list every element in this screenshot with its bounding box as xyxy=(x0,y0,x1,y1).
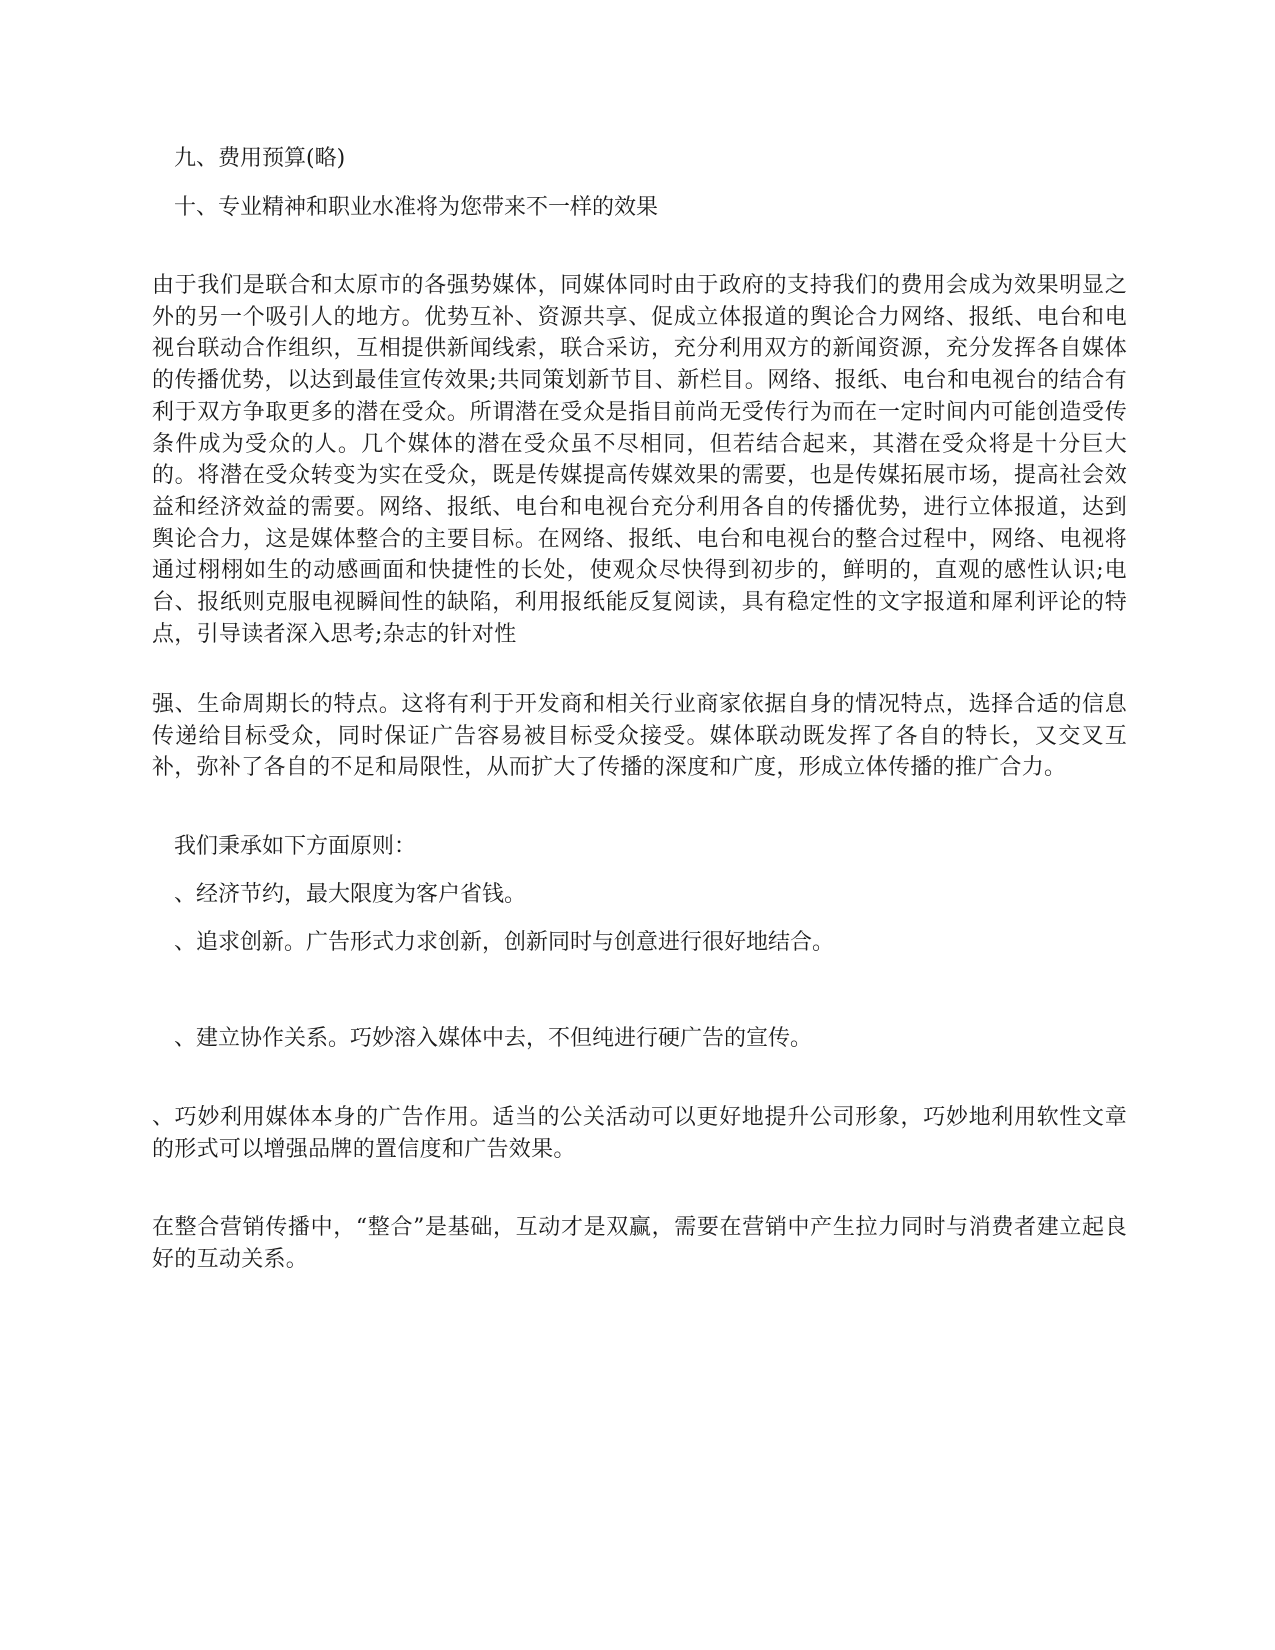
section-heading-9: 九、费用预算(略) xyxy=(174,146,346,171)
closing-paragraph: 在整合营销传播中，“整合”是基础，互动才是双赢，需要在营销中产生拉力同时与消费者建立起良好的互动关系。 xyxy=(152,1215,1127,1272)
principle-item-cooperation: 、建立协作关系。巧妙溶入媒体中去，不但纯进行硬广告的宣传。 xyxy=(174,1026,813,1051)
section-heading-10: 十、专业精神和职业水准将为您带来不一样的效果 xyxy=(174,195,659,220)
principle-item-economy: 、经济节约，最大限度为客户省钱。 xyxy=(174,882,527,907)
body-paragraph-media-integration: 由于我们是联合和太原市的各强势媒体，同媒体同时由于政府的支持我们的费用会成为效果明显之外的另一个吸引人的地方。优势互补、资源共享、促成立体报道的舆论合力网络、报纸、电台和电视台联动合作组织，互相提供新闻线索，联合采访，充分利用双方的新闻资源，充分发挥各自媒体的传播优势，以达到最佳宣传效果;共同策划新节目、新栏目。网络、报纸、电台和电视台的结合有利于双方争取更多的潜在受众。所谓潜在受众是指目前尚无受传行为而在一定时间内可能创造受传条件成为受众的人。几个媒体的潜在受众虽不尽相同，但若结合起来，其潜在受众将是十分巨大的。将潜在受众转变为实在受众，既是传媒提高传媒效果的需要，也是传媒拓展市场，提高社会效益和经济效益的需要。网络、报纸、电台和电视台充分利用各自的传播优势，进行立体报道，达到舆论合力，这是媒体整合的主要目标。在网络、报纸、电台和电视台的整合过程中，网络、电视将通过栩栩如生的动感画面和快捷性的长处，使观众尽快得到初步的，鲜明的，直观的感性认识;电台、报纸则克服电视瞬间性的缺陷，利用报纸能反复阅读，具有稳定性的文字报道和犀利评论的特点，引导读者深入思考;杂志的针对性 xyxy=(152,273,1127,647)
body-paragraph-media-linkage: 强、生命周期长的特点。这将有利于开发商和相关行业商家依据自身的情况特点，选择合适的信息传递给目标受众，同时保证广告容易被目标受众接受。媒体联动既发挥了各自的特长，又交叉互补，弥补了各自的不足和局限性，从而扩大了传播的深度和广度，形成立体传播的推广合力。 xyxy=(152,692,1127,781)
principle-item-media-advertising: 、巧妙利用媒体本身的广告作用。适当的公关活动可以更好地提升公司形象，巧妙地利用软性文章的形式可以增强品牌的置信度和广告效果。 xyxy=(152,1105,1127,1162)
principles-intro: 我们秉承如下方面原则： xyxy=(174,834,417,859)
principle-item-innovation: 、追求创新。广告形式力求创新，创新同时与创意进行很好地结合。 xyxy=(174,930,835,955)
